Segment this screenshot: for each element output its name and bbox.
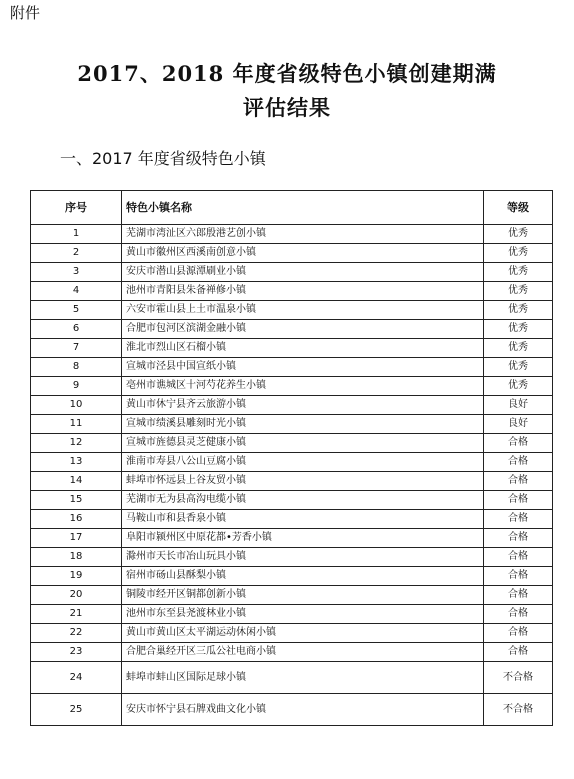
- grade-cell: 良好: [484, 415, 553, 434]
- grade-cell: 优秀: [484, 225, 553, 244]
- grade-cell: 优秀: [484, 339, 553, 358]
- row-index-cell: 20: [31, 586, 122, 605]
- grade-cell: 优秀: [484, 282, 553, 301]
- town-name-cell: 六安市霍山县上土市温泉小镇: [122, 301, 484, 320]
- town-name-cell: 池州市东至县尧渡林业小镇: [122, 605, 484, 624]
- table-row: [31, 548, 553, 567]
- row-index-cell: 25: [31, 694, 122, 726]
- grade-cell: 合格: [484, 586, 553, 605]
- table-row: [31, 434, 553, 453]
- town-name-cell: 宿州市砀山县酥梨小镇: [122, 567, 484, 586]
- town-name-cell: 宣城市绩溪县雕刻时光小镇: [122, 415, 484, 434]
- town-name-cell: 芜湖市无为县高沟电缆小镇: [122, 491, 484, 510]
- row-index-cell: 22: [31, 624, 122, 643]
- row-index-cell: 8: [31, 358, 122, 377]
- town-name-cell: 池州市青阳县朱备禅修小镇: [122, 282, 484, 301]
- table-row: [31, 396, 553, 415]
- grade-cell: 优秀: [484, 358, 553, 377]
- town-name-cell: 宣城市泾县中国宣纸小镇: [122, 358, 484, 377]
- grade-cell: 合格: [484, 434, 553, 453]
- grade-cell: 合格: [484, 491, 553, 510]
- town-name-cell: 蚌埠市怀远县上谷友贸小镇: [122, 472, 484, 491]
- document-title-line-1: 2017、2018 年度省级特色小镇创建期满: [77, 61, 497, 86]
- grade-cell: 合格: [484, 548, 553, 567]
- row-index-cell: 5: [31, 301, 122, 320]
- table-row: [31, 225, 553, 244]
- table-row: [31, 694, 553, 726]
- row-index-cell: 3: [31, 263, 122, 282]
- town-name-cell: 马鞍山市和县香泉小镇: [122, 510, 484, 529]
- town-name-cell: 黄山市休宁县齐云旅游小镇: [122, 396, 484, 415]
- town-name-cell: 淮南市寿县八公山豆腐小镇: [122, 453, 484, 472]
- table-row: [31, 244, 553, 263]
- town-name-cell: 芜湖市湾沚区六郎殷港艺创小镇: [122, 225, 484, 244]
- town-name-cell: 安庆市怀宁县石牌戏曲文化小镇: [122, 694, 484, 726]
- grade-cell: 合格: [484, 605, 553, 624]
- table-row: [31, 320, 553, 339]
- grade-cell: 合格: [484, 510, 553, 529]
- table-row: [31, 263, 553, 282]
- table-row: [31, 377, 553, 396]
- grade-cell: 合格: [484, 624, 553, 643]
- table-row: [31, 529, 553, 548]
- row-index-cell: 14: [31, 472, 122, 491]
- row-index-cell: 9: [31, 377, 122, 396]
- town-name-cell: 淮北市烈山区石榴小镇: [122, 339, 484, 358]
- row-index-cell: 2: [31, 244, 122, 263]
- town-name-cell: 合肥合巢经开区三瓜公社电商小镇: [122, 643, 484, 662]
- row-index-cell: 7: [31, 339, 122, 358]
- grade-cell: 优秀: [484, 377, 553, 396]
- document-title-line-2: 评估结果: [243, 95, 331, 120]
- table-body: [31, 225, 553, 726]
- town-name-cell: 宣城市旌德县灵芝健康小镇: [122, 434, 484, 453]
- town-name-cell: 亳州市谯城区十河芍花养生小镇: [122, 377, 484, 396]
- table-row: [31, 605, 553, 624]
- table-row: [31, 415, 553, 434]
- row-index-cell: 24: [31, 662, 122, 694]
- table-row: [31, 662, 553, 694]
- grade-cell: 合格: [484, 453, 553, 472]
- section-heading: 一、2017 年度省级特色小镇: [60, 149, 266, 168]
- town-name-cell: 黄山市黄山区太平湖运动休闲小镇: [122, 624, 484, 643]
- column-header-name: 特色小镇名称: [122, 191, 484, 225]
- grade-cell: 不合格: [484, 694, 553, 726]
- town-name-cell: 铜陵市经开区铜都创新小镇: [122, 586, 484, 605]
- table-row: [31, 643, 553, 662]
- town-name-cell: 滁州市天长市冶山玩具小镇: [122, 548, 484, 567]
- row-index-cell: 15: [31, 491, 122, 510]
- grade-cell: 良好: [484, 396, 553, 415]
- grade-cell: 合格: [484, 643, 553, 662]
- town-name-cell: 黄山市徽州区西溪南创意小镇: [122, 244, 484, 263]
- column-header-index: 序号: [31, 191, 122, 225]
- grade-cell: 优秀: [484, 301, 553, 320]
- grade-cell: 合格: [484, 567, 553, 586]
- row-index-cell: 19: [31, 567, 122, 586]
- row-index-cell: 6: [31, 320, 122, 339]
- column-header-grade: 等级: [484, 191, 553, 225]
- table-row: [31, 624, 553, 643]
- town-name-cell: 阜阳市颍州区中原花都•芳香小镇: [122, 529, 484, 548]
- row-index-cell: 21: [31, 605, 122, 624]
- table-row: [31, 453, 553, 472]
- table-row: [31, 586, 553, 605]
- grade-cell: 优秀: [484, 263, 553, 282]
- grade-cell: 优秀: [484, 320, 553, 339]
- grade-cell: 优秀: [484, 244, 553, 263]
- town-name-cell: 蚌埠市蚌山区国际足球小镇: [122, 662, 484, 694]
- grade-cell: 合格: [484, 529, 553, 548]
- attachment-label: 附件: [10, 4, 41, 22]
- town-name-cell: 合肥市包河区滨湖金融小镇: [122, 320, 484, 339]
- row-index-cell: 13: [31, 453, 122, 472]
- table-row: [31, 301, 553, 320]
- row-index-cell: 16: [31, 510, 122, 529]
- table-header-row: [31, 191, 553, 225]
- town-evaluation-table: [30, 190, 553, 726]
- row-index-cell: 12: [31, 434, 122, 453]
- row-index-cell: 18: [31, 548, 122, 567]
- row-index-cell: 4: [31, 282, 122, 301]
- table-row: [31, 282, 553, 301]
- table-row: [31, 472, 553, 491]
- grade-cell: 不合格: [484, 662, 553, 694]
- row-index-cell: 17: [31, 529, 122, 548]
- town-name-cell: 安庆市潜山县源潭刷业小镇: [122, 263, 484, 282]
- grade-cell: 合格: [484, 472, 553, 491]
- row-index-cell: 1: [31, 225, 122, 244]
- table-row: [31, 567, 553, 586]
- table-row: [31, 339, 553, 358]
- row-index-cell: 10: [31, 396, 122, 415]
- row-index-cell: 11: [31, 415, 122, 434]
- row-index-cell: 23: [31, 643, 122, 662]
- table-row: [31, 358, 553, 377]
- table-row: [31, 491, 553, 510]
- table-row: [31, 510, 553, 529]
